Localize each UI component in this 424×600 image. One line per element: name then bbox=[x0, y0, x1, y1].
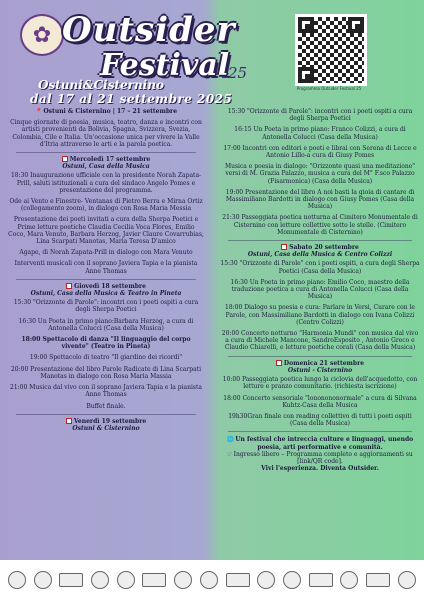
day-17-item: Interventi musicali con il soprano Javiera Tapia e la pianista Anne Thomas bbox=[14, 260, 198, 275]
sponsor-logo bbox=[283, 571, 301, 589]
sponsor-logo bbox=[226, 573, 250, 587]
qr-caption: Programma Outsider Festival 25 bbox=[296, 86, 362, 91]
day-19-item: 16:15 Un Poeta in primo piano: Franco Colizzi, a cura di Antonella Colucci (Casa della Musica) bbox=[234, 126, 406, 141]
divider bbox=[228, 356, 412, 357]
intro-text: Cinque giornate di poesia, musica, teatro, danza e incontri con artisti provenienti da Bolivia, Spagna, Svizzera, Svezia, Colombia, Cile e Italia. Un'occasione unica per vivere la Valle d'Itria attraverso le arti e la parola poetica. bbox=[10, 119, 202, 148]
divider bbox=[228, 240, 412, 241]
program-left-column bbox=[8, 108, 204, 434]
calendar-icon bbox=[276, 360, 282, 366]
day-17-header: Mercoledì 17 settembre Ostuni, Casa della Musica bbox=[8, 156, 204, 170]
festival-logo: ✿ bbox=[20, 14, 64, 56]
day-20-item: 18:00 Dialogo su poesia e cura: Parlare in Versi, Curare con le Parole, con Massimiliano Bardotti in dialogo con Ivana Colizzi (Centro Colizzi) bbox=[225, 304, 415, 326]
sponsor-logo bbox=[398, 571, 416, 589]
day-20-item: 15:30 "Orizzonte di Parole" con i poeti ospiti, a cura degli Sherpa Poetici (Casa della Musica) bbox=[220, 260, 420, 275]
festival-title-festival: Festival bbox=[100, 48, 230, 83]
sponsor-logo bbox=[366, 573, 390, 587]
sponsor-logo bbox=[8, 571, 26, 589]
sponsor-logo bbox=[117, 571, 135, 589]
day-18-item: 15:30 "Orizzonte di Parole": incontri con i poeti ospiti a cura degli Sherpa Poetici bbox=[13, 299, 199, 314]
hand-icon: ☞ bbox=[227, 450, 233, 458]
closing-message bbox=[220, 436, 420, 472]
calendar-icon bbox=[66, 418, 72, 424]
pin-icon: 📍 bbox=[34, 108, 43, 115]
day-21-item: 18:00 Concerto sensoriale "lononononormale" a cura di Silvana Kuhtz-Casa della Musica bbox=[223, 394, 417, 409]
day-19-item: 17:00 Incontri con editori e poeti e librai con Serena di Lecce e Antonio Lillo-a cura di Giusy Pomes bbox=[223, 144, 417, 160]
day-17-item: 18:30 Inaugurazione ufficiale con la presidente Norah Zapata-Prill, saluti istituzionali a cura del sindaco Angelo Pomes e presentazione del programma. bbox=[10, 172, 202, 194]
day-18-item: 19:00 Spettacolo di teatro "Il giardino dei ricordi" bbox=[29, 354, 183, 362]
day-18-item: 18:00 Spettacolo di danza "Il linguaggio del corpo vivente" (Teatro in Pineta) bbox=[21, 336, 191, 351]
day-19-venue: Ostuni & Cisternino bbox=[72, 424, 140, 432]
day-19-item: Musica e poesia in dialogo: "Orizzonte quasi una meditazione" versi di M. Grazia Palazzo, musica a cura del M° F.sco Palazzo (Fisarmonica) (Casa della Musica) bbox=[224, 163, 416, 185]
day-17-item: Agape, di Norah Zapata-Prill in dialogo con Mara Venuto bbox=[19, 249, 193, 257]
day-19-item: 21:30 Passeggiata poetica notturna al Cimitero Monumentale di Cisternino con letture collettive sotto le stelle. (Cimitero Monumentale di Cisternino) bbox=[222, 214, 418, 236]
day-18-item: 20:00 Presentazione del libro Parole Radicate di Lina Scarpati Manotas in dialogo con Rosa Maria Massia bbox=[10, 365, 202, 380]
sponsor-logo-strip bbox=[0, 560, 424, 600]
calendar-icon bbox=[62, 156, 68, 162]
day-20-venue: Ostuni, Casa della Musica & Centro Colizzi bbox=[247, 251, 393, 259]
sponsor-logo bbox=[59, 573, 83, 587]
day-21-item: 19h30Gran finale con reading collettivo di tutti i poeti ospiti (Casa della Musica) bbox=[228, 412, 412, 428]
calendar-icon bbox=[281, 244, 287, 250]
sponsor-logo bbox=[340, 571, 358, 589]
closing-line-2: ☞Ingresso libero – Programma completo e aggiornamenti su [link/QR code]. bbox=[227, 450, 413, 465]
day-21-header: Domenica 21 settembre Ostuni - Cisternino bbox=[220, 360, 420, 374]
sponsor-logo bbox=[309, 573, 333, 587]
calendar-icon bbox=[66, 283, 72, 289]
sponsor-logo bbox=[200, 571, 218, 589]
festival-city: Ostuni&Cisternino bbox=[38, 78, 164, 92]
program-right-column bbox=[220, 108, 420, 472]
closing-line-1: 🌐Un festival che intreccia culture e linguaggi, unendo poesia, arti performative e comunità. bbox=[226, 436, 414, 451]
day-19-header: Venerdì 19 settembre Ostuni & Cisternino bbox=[8, 418, 204, 432]
day-20-item: 16:30 Un Poeta in primo piano: Emilio Coco, maestro della traduzione poetica a cura di Antonella Colucci (Casa della Musica) bbox=[230, 278, 410, 301]
day-18-item: 21:00 Musica dal vivo con il soprano Javiera Tapia e la pianista Anne Thomas bbox=[10, 384, 202, 399]
festival-year: 25 bbox=[228, 64, 248, 82]
day-17-item: Presentazione dei poeti invitati a cura della Sherpa Poetici e Prime letture poetiche Claudia Cecilia Voca Flores, Emilio Coco, Mara Venuto, Barbara Herzog, Javier Claure Covarrubias, Lina Scarpati Manotas, Maria Teresa D'amico bbox=[8, 216, 204, 246]
day-21-venue: Ostuni - Cisternino bbox=[287, 366, 353, 374]
day-18-item: 16:30 Un Poeta in primo piano:Barbara Herzog, a cura di Antonella Colucci (Casa della Musica) bbox=[18, 317, 194, 332]
day-20-header: Sabato 20 settembre Ostuni, Casa della Musica & Centro Colizzi bbox=[220, 244, 420, 258]
globe-icon: 🌐 bbox=[226, 436, 235, 444]
divider bbox=[16, 279, 196, 280]
day-18-venue: Ostuni, Casa della Musica & Teatro in Pineta bbox=[30, 290, 182, 298]
closing-line-3: Vivi l'esperienza. Diventa Outsider. bbox=[261, 465, 379, 473]
intro-title: 📍Ostuni & Cisternino | 17 – 21 settembre bbox=[34, 108, 178, 115]
qr-code[interactable] bbox=[295, 14, 367, 86]
divider bbox=[228, 431, 412, 432]
sponsor-logo bbox=[142, 573, 166, 587]
day-20-item: 20:00 Concerto notturno "Harmonia Mundi" con musica dal vivo a cura di Michele Mancone, SandroEsposito , Antonio Greco e Claudio Chiarelli, e letture poetiche corali (Casa della Musica) bbox=[221, 330, 419, 352]
sponsor-logo bbox=[174, 571, 192, 589]
sponsor-logo bbox=[257, 571, 275, 589]
festival-dates: dal 17 al 21 settembre 2025 bbox=[30, 92, 233, 106]
day-18-item: Buffet finale. bbox=[86, 402, 126, 410]
day-17-item: Ode ai Vento e Finestre- Ventanas di Pietro Berra e Mirna Ortiz (collegamento zoom), in dialogo con Rosa Maria Messia bbox=[9, 198, 203, 213]
sponsor-logo bbox=[34, 571, 52, 589]
day-18-header: Giovedì 18 settembre Ostuni, Casa della Musica & Teatro in Pineta bbox=[8, 283, 204, 297]
festival-header bbox=[0, 0, 424, 123]
festival-title-outsider: Outsider bbox=[62, 10, 236, 50]
divider bbox=[16, 414, 196, 415]
day-17-venue: Ostuni, Casa della Musica bbox=[62, 163, 150, 171]
sponsor-logo bbox=[91, 571, 109, 589]
day-19-item: 15:30 "Orizzonte di Parole": incontri con i poeti ospiti a cura degli Sherpa Poetici bbox=[227, 108, 413, 123]
day-19-item: 19:00 Presentazione del libro A noi basti la gioia di cantare di Massimiliano Bardotti in dialogo con Giusy Pomes (Casa della Musica) bbox=[225, 188, 415, 211]
day-21-item: 10:00 Passeggiata poetica lungo la ciclovia dell'acquedotto, con letture e pranzo comunitario. (richiesta iscrizione) bbox=[222, 376, 418, 391]
divider bbox=[16, 152, 196, 153]
